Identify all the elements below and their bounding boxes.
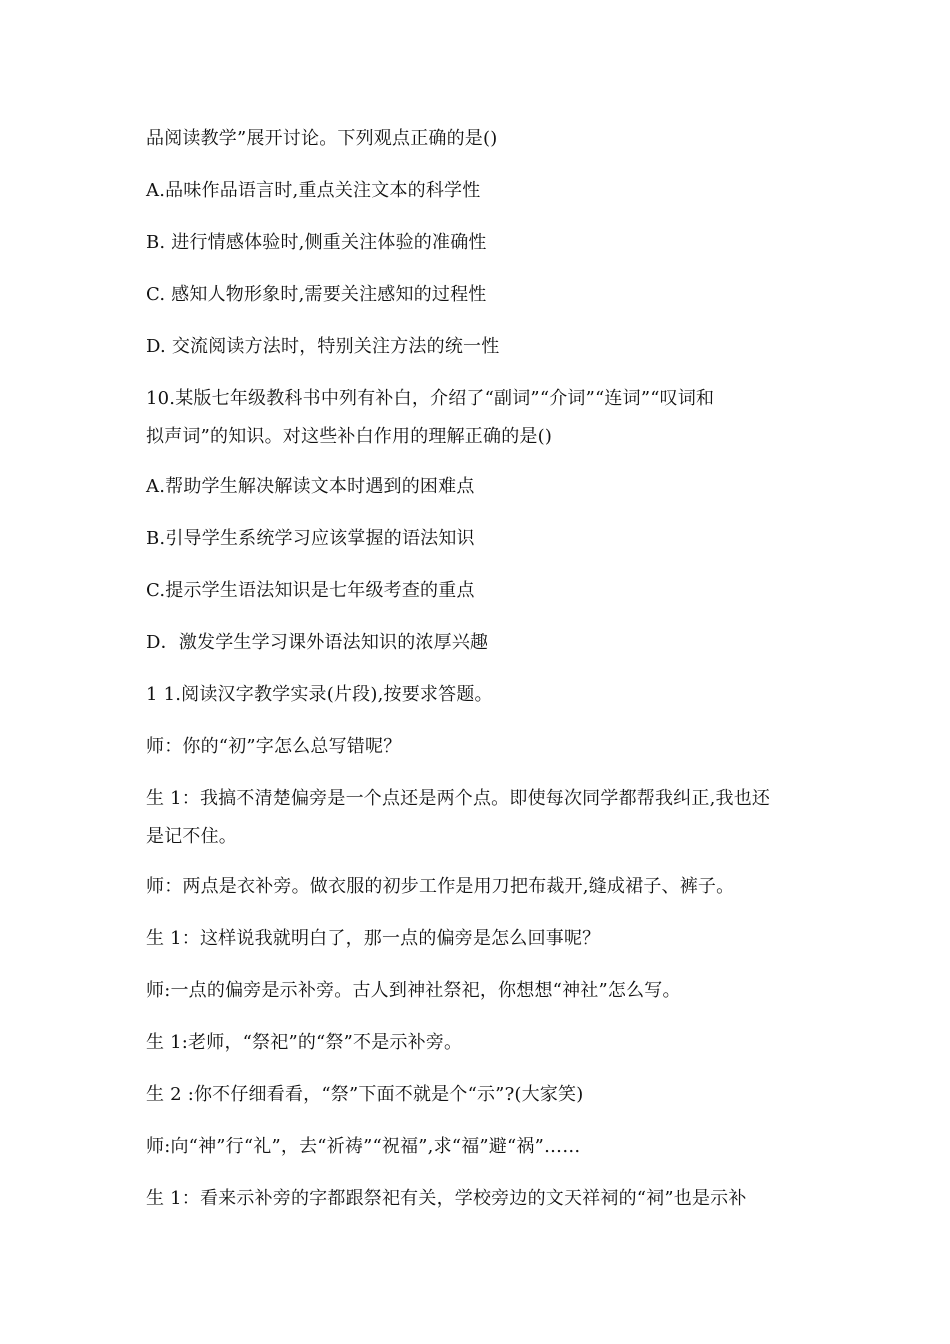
question-10-line-2: 拟声词”的知识。对这些补白作用的理解正确的是() xyxy=(146,426,553,447)
text-line: 品阅读教学”展开讨论。下列观点正确的是() xyxy=(146,128,498,149)
option-b-q9: B. 进行情感体验时,侧重关注体验的准确性 xyxy=(146,232,487,253)
dialogue-line: 生 1：这样说我就明白了，那一点的偏旁是怎么回事呢？ xyxy=(146,928,601,949)
dialogue-line: 师：你的“初”字怎么总写错呢？ xyxy=(146,736,402,757)
question-10-line-1: 10.某版七年级教科书中列有补白，介绍了“副词”“介词”“连词”“叹词和 xyxy=(146,388,715,409)
option-b-q10: B.引导学生系统学习应该掌握的语法知识 xyxy=(146,528,475,549)
dialogue-line: 生 2 :你不仔细看看，“祭”下面不就是个“示”?(大家笑) xyxy=(146,1084,584,1105)
dialogue-line: 师:向“神”行“礼”，去“祈祷”“祝福”,求“福”避“祸”…… xyxy=(146,1136,581,1157)
dialogue-line: 师：两点是衣补旁。做衣服的初步工作是用刀把布裁开,缝成裙子、裤子。 xyxy=(146,876,735,897)
dialogue-line: 师:一点的偏旁是示补旁。古人到神社祭祀，你想想“神社”怎么写。 xyxy=(146,980,681,1001)
dialogue-line: 生 1：看来示补旁的字都跟祭祀有关，学校旁边的文天祥祠的“祠”也是示补 xyxy=(146,1188,747,1209)
question-11-heading: 1 1.阅读汉字教学实录(片段),按要求答题。 xyxy=(146,684,493,705)
dialogue-line-continued: 是记不住。 xyxy=(146,826,237,847)
option-c-q10: C.提示学生语法知识是七年级考查的重点 xyxy=(146,580,475,601)
option-a-q9: A.品味作品语言时,重点关注文本的科学性 xyxy=(146,180,481,201)
dialogue-line: 生 1:老师，“祭祀”的“祭”不是示补旁。 xyxy=(146,1032,463,1053)
dialogue-line: 生 1：我搞不清楚偏旁是一个点还是两个点。即使每次同学都帮我纠正,我也还 xyxy=(146,788,771,809)
option-d-q9: D. 交流阅读方法时，特别关注方法的统一性 xyxy=(146,336,500,357)
option-c-q9: C. 感知人物形象时,需要关注感知的过程性 xyxy=(146,284,487,305)
option-d-q10: D．激发学生学习课外语法知识的浓厚兴趣 xyxy=(146,632,489,653)
option-a-q10: A.帮助学生解决解读文本时遇到的困难点 xyxy=(146,476,475,497)
